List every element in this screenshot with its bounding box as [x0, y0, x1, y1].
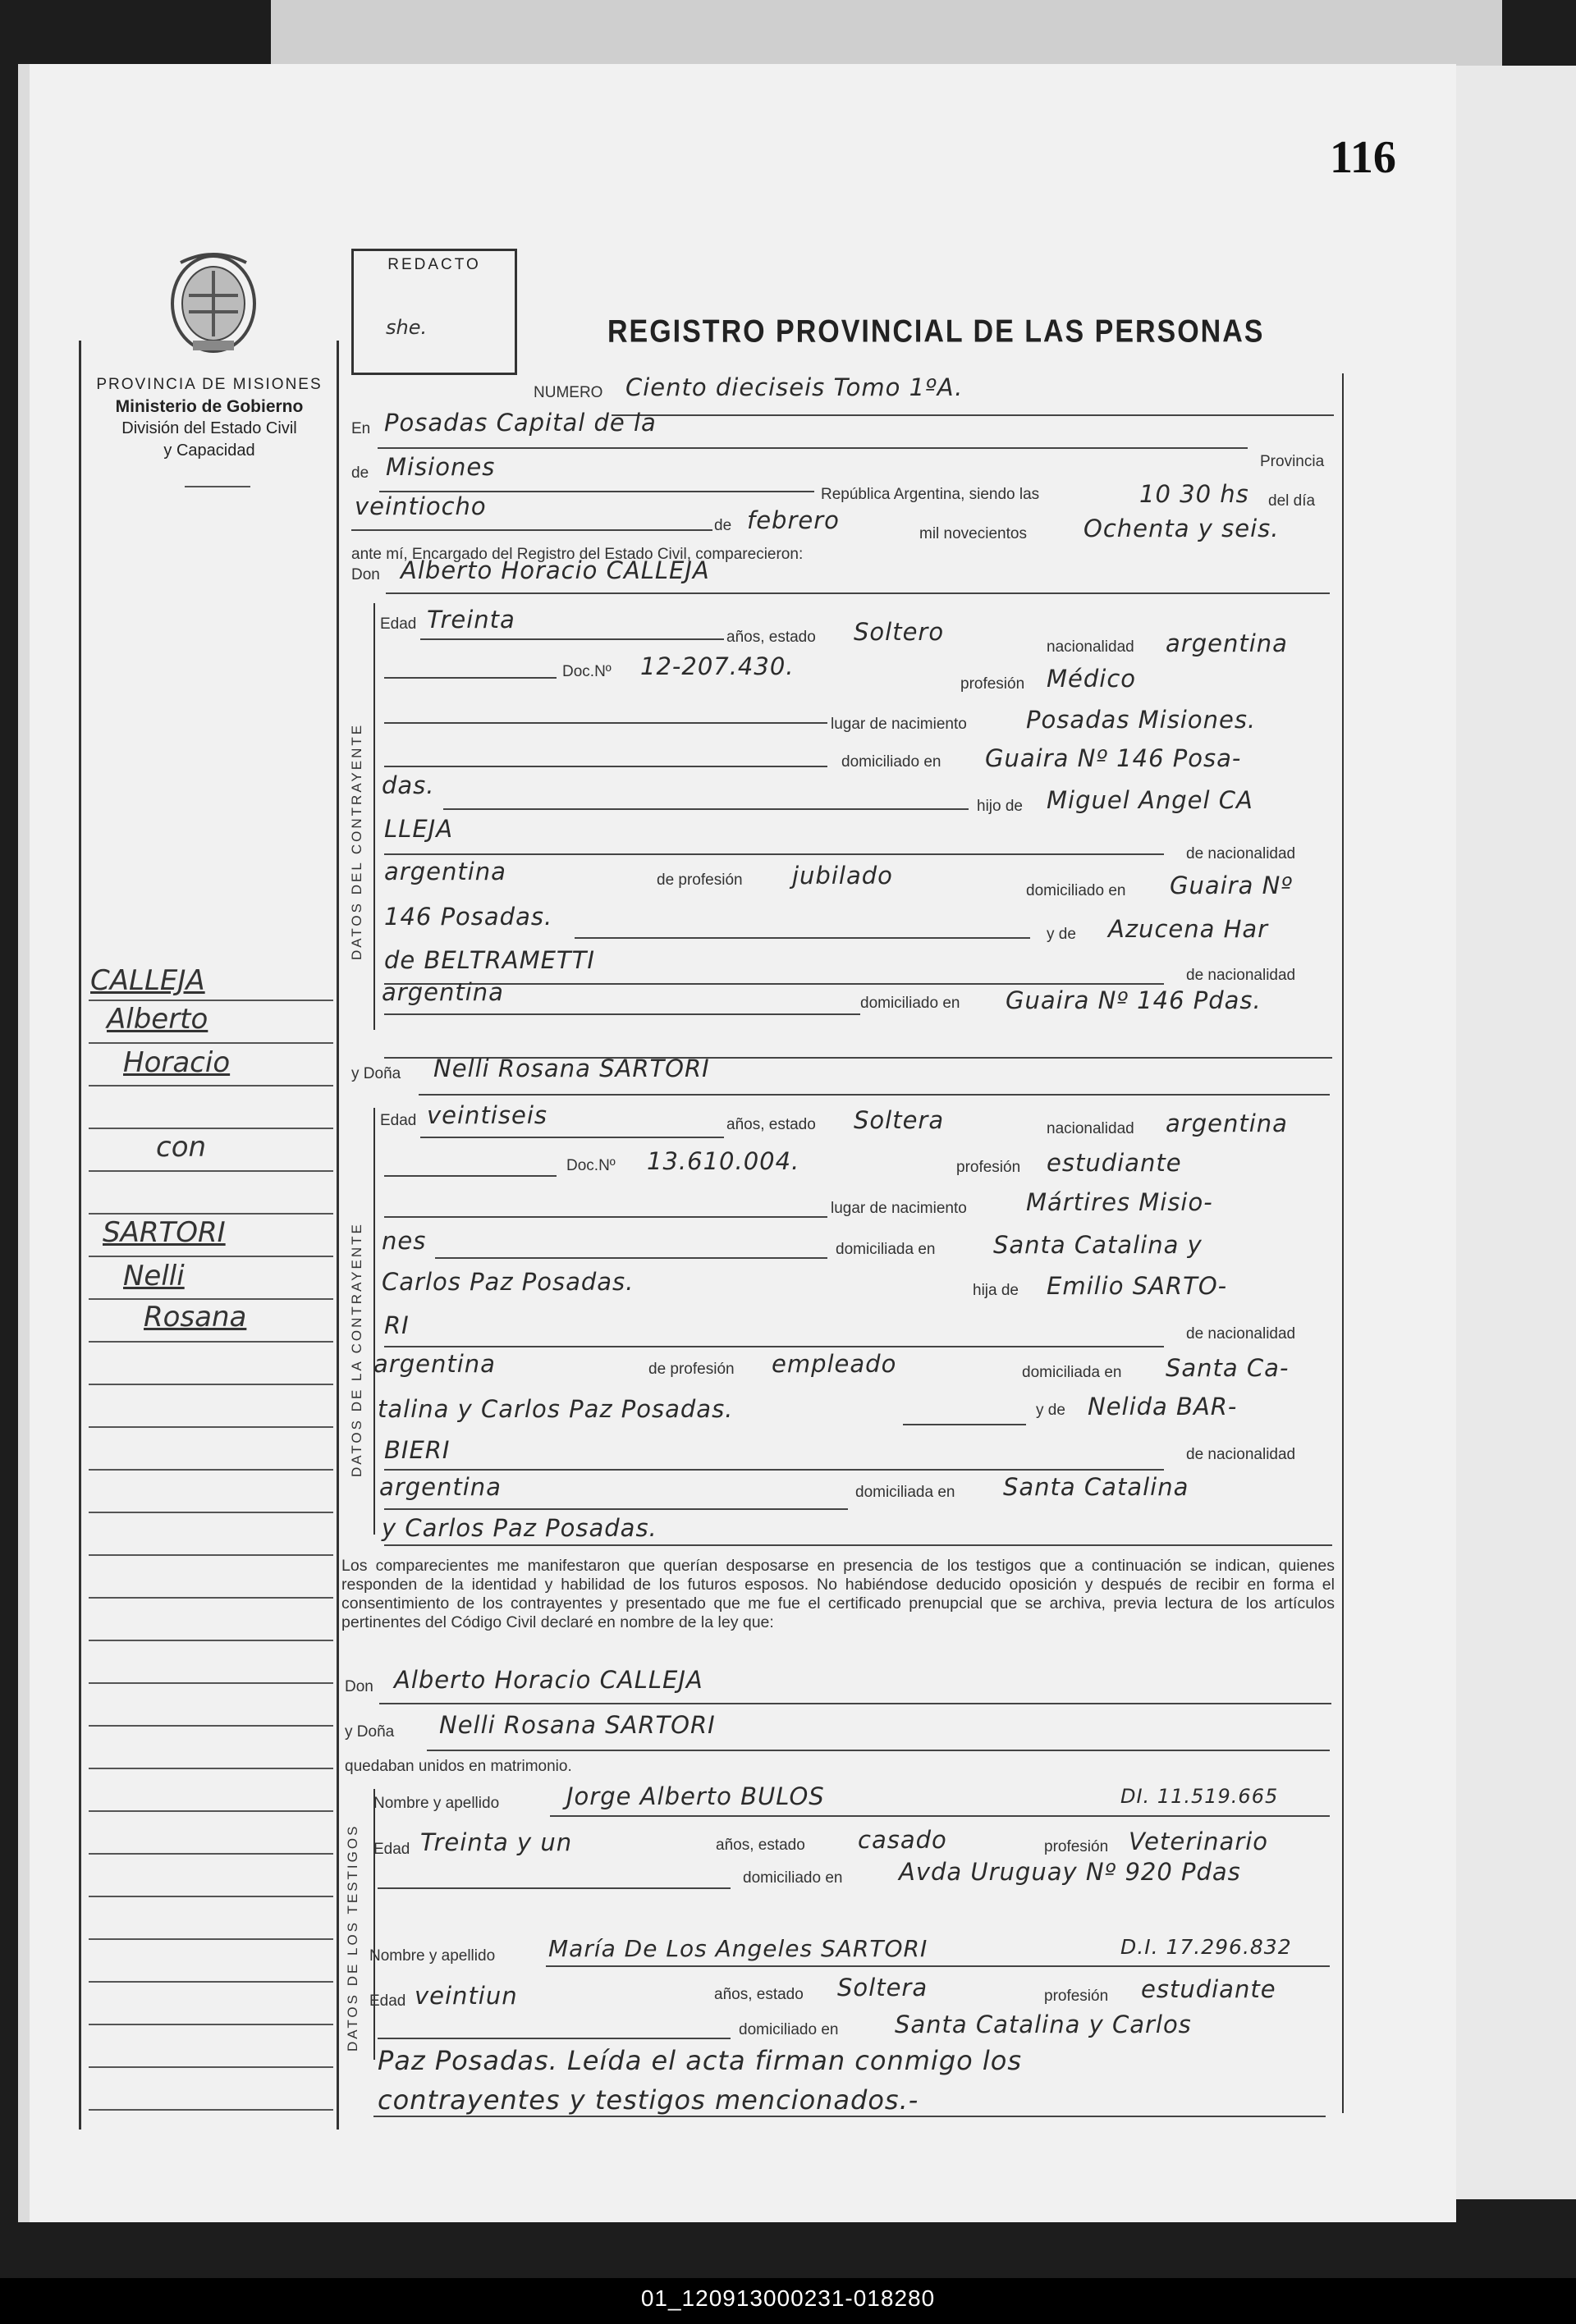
groom-mother-address: Guaira Nº 146 Pdas. [1006, 986, 1262, 1014]
bride-birthplace-1: Mártires Misio- [1026, 1188, 1213, 1216]
margin-line [89, 1469, 333, 1471]
bride-address-2: Carlos Paz Posadas. [382, 1268, 635, 1296]
groom-de-nacionalidad-label: de nacionalidad [1186, 845, 1296, 862]
groom-lugar-label: lugar de nacimiento [831, 716, 967, 733]
redacto-label: REDACTO [387, 256, 481, 273]
groom-name: Alberto Horacio CALLEJA [401, 556, 710, 584]
act-day: veintiocho [355, 492, 487, 520]
bride-age: veintiseis [427, 1101, 547, 1129]
divider [185, 486, 250, 487]
underline [384, 1013, 860, 1015]
margin-line [89, 1810, 333, 1812]
underline [420, 638, 724, 640]
bride-de-nacionalidad-label: de nacionalidad [1186, 1325, 1296, 1343]
bride-father-address-2: talina y Carlos Paz Posadas. [378, 1395, 734, 1423]
groom-father-address-1: Guaira Nº [1170, 872, 1293, 899]
w1-edad-label: Edad [373, 1841, 410, 1858]
underline [903, 1424, 1026, 1425]
bride-father-2: RI [384, 1311, 410, 1339]
act-time: 10 30 hs [1139, 480, 1249, 508]
w1-profesion-label: profesión [1044, 1838, 1109, 1855]
page-number: 116 [1330, 132, 1396, 183]
mil-label: mil novecientos [919, 525, 1027, 542]
groom-birthplace: Posadas Misiones. [1026, 706, 1257, 734]
margin-line [89, 1853, 333, 1855]
left-margin-rule [79, 341, 81, 2130]
w1-nombre-label: Nombre y apellido [373, 1795, 500, 1812]
groom-hijo-label: hijo de [977, 798, 1023, 815]
bride-mother-2: BIERI [384, 1436, 451, 1464]
bride-de-profesion-label: de profesión [648, 1361, 735, 1378]
ante-mi-label: ante mí, Encargado del Registro del Estado Civil, comparecieron: [351, 546, 804, 563]
margin-given-2b: Rosana [144, 1301, 247, 1334]
witness-section-label: DATOS DE LOS TESTIGOS [345, 1823, 360, 2052]
groom-father-nationality: argentina [384, 858, 506, 885]
issuer-ministry: Ministerio de Gobierno [115, 397, 304, 416]
groom-father-2: LLEJA [384, 815, 454, 843]
witness-section-rule [373, 1789, 375, 2060]
w1-di: DI. 11.519.665 [1120, 1785, 1279, 1808]
underline [546, 1965, 1330, 1967]
bride-name: Nelli Rosana SARTORI [433, 1054, 710, 1082]
underline [384, 1216, 827, 1218]
redacto-value: she. [386, 316, 428, 339]
margin-line [89, 1256, 333, 1257]
groom-mother-2: de BELTRAMETTI [384, 946, 595, 974]
issuer-block [78, 373, 341, 462]
groom-anos-label: años, estado [726, 629, 816, 646]
bride-father-nationality: argentina [373, 1350, 496, 1378]
underline [435, 1257, 827, 1259]
act-year: Ochenta y seis. [1084, 515, 1280, 542]
decl-bride: Nelli Rosana SARTORI [439, 1711, 716, 1739]
background-right [1445, 66, 1576, 2199]
underline [384, 853, 1164, 855]
margin-line [89, 2066, 333, 2068]
declaration-text: Los comparecientes me manifestaron que querían desposarse en presencia de los testigos que a continuación se indican, quienes responden de la identidad y habilidad de los futuros esposos. No habiéndose deducido oposición y después de recibir en forma el consentimiento de los contrayentes y presentado que me fue el certificado prenupcial que se archiva, previa lectura de los artículos pertinentes del Código Civil declaré en nombre de la ley que: [341, 1557, 1335, 1631]
underline [575, 937, 1030, 939]
underline [612, 414, 1334, 416]
decl-don-label: Don [345, 1678, 373, 1695]
w1-age: Treinta y un [420, 1828, 573, 1856]
groom-father-1: Miguel Angel CA [1047, 786, 1253, 814]
w2-age: veintiun [415, 1982, 518, 2010]
groom-doc: 12-207.430. [640, 652, 795, 680]
act-number: Ciento dieciseis Tomo 1ºA. [625, 373, 964, 401]
bride-mother-nationality: argentina [379, 1473, 502, 1501]
groom-mother-nationality: argentina [382, 978, 504, 1006]
groom-status: Soltero [854, 618, 945, 646]
margin-given-2a: Nelli [123, 1260, 185, 1292]
groom-domiciliado-label: domiciliado en [841, 753, 941, 771]
w1-name: Jorge Alberto BULOS [566, 1782, 825, 1810]
underline [373, 2116, 1326, 2117]
groom-address-2: das. [382, 771, 435, 799]
w2-domicilio-label: domiciliado en [739, 2021, 839, 2038]
groom-nationality: argentina [1166, 629, 1288, 657]
registry-title: REGISTRO PROVINCIAL DE LAS PERSONAS [607, 313, 1265, 350]
margin-line [89, 1170, 333, 1172]
w1-status: casado [858, 1826, 947, 1854]
underline [550, 1815, 1330, 1817]
bride-mother-address-1: Santa Catalina [1003, 1473, 1189, 1501]
margin-line [89, 1426, 333, 1428]
w2-anos-label: años, estado [714, 1986, 804, 2003]
don-label: Don [351, 566, 380, 583]
de-month-label: de [714, 517, 732, 534]
margin-line [89, 1896, 333, 1897]
underline [386, 592, 1330, 594]
margin-surname-1: CALLEJA [90, 964, 205, 997]
groom-mother-1: Azucena Har [1108, 915, 1269, 943]
margin-line [89, 2024, 333, 2025]
bride-status: Soltera [854, 1106, 945, 1134]
underline [378, 447, 1248, 449]
margin-connector: con [156, 1131, 207, 1164]
bride-profesion-label: profesión [956, 1159, 1021, 1176]
decl-closing: quedaban unidos en matrimonio. [345, 1758, 572, 1775]
w2-di: D.I. 17.296.832 [1120, 1935, 1292, 1959]
margin-line [89, 1554, 333, 1556]
coat-of-arms-icon [164, 246, 263, 357]
groom-age: Treinta [427, 606, 515, 634]
w2-edad-label: Edad [369, 1992, 406, 2010]
bride-doc: 13.610.004. [647, 1147, 800, 1175]
groom-mother-de-nacionalidad-label: de nacionalidad [1186, 967, 1296, 984]
underline [384, 1508, 848, 1510]
w1-profession: Veterinario [1129, 1828, 1269, 1855]
en-label: En [351, 420, 371, 437]
w2-profesion-label: profesión [1044, 1988, 1109, 2005]
margin-line [89, 1682, 333, 1684]
bride-section-label: DATOS DE LA CONTRAYENTE [349, 1222, 364, 1477]
groom-mother-domicilio-label: domiciliado en [860, 995, 960, 1012]
w2-status: Soltera [837, 1974, 928, 2001]
margin-line [89, 1768, 333, 1769]
underline [384, 1469, 1164, 1471]
bride-nationality: argentina [1166, 1109, 1288, 1137]
margin-line [89, 1298, 333, 1300]
groom-father-profession: jubilado [792, 862, 893, 890]
underline [419, 1094, 1330, 1096]
bride-nacionalidad-label: nacionalidad [1047, 1120, 1134, 1137]
bride-mother-1: Nelida BAR- [1088, 1393, 1238, 1420]
margin-surname-2: SARTORI [103, 1216, 226, 1249]
groom-section-rule [373, 603, 375, 1030]
issuer-division: División del Estado Civil [121, 419, 297, 437]
underline [384, 677, 557, 679]
bride-birthplace-2: nes [382, 1227, 427, 1255]
underline [427, 1750, 1330, 1751]
groom-address-1: Guaira Nº 146 Posa- [985, 744, 1242, 772]
margin-line [89, 1981, 333, 1983]
act-province: Misiones [386, 453, 496, 481]
bride-address-1: Santa Catalina y [993, 1231, 1203, 1259]
issuer-province: PROVINCIA DE MISIONES [96, 376, 323, 393]
image-id: 01_120913000231-018280 [640, 2285, 936, 2311]
bride-mother-address-2: y Carlos Paz Posadas. [382, 1514, 657, 1542]
groom-y-de-label: y de [1047, 926, 1076, 943]
bride-mother-de-nacionalidad-label: de nacionalidad [1186, 1446, 1296, 1463]
bride-anos-label: años, estado [726, 1116, 816, 1133]
underline [384, 1175, 557, 1177]
del-dia-label: del día [1268, 492, 1316, 510]
margin-line [89, 1384, 333, 1385]
w2-address: Santa Catalina y Carlos [895, 2011, 1192, 2038]
margin-line [89, 1938, 333, 1940]
w2-nombre-label: Nombre y apellido [369, 1947, 496, 1965]
underline [384, 1544, 1332, 1546]
margin-line [89, 1042, 333, 1044]
bride-lugar-label: lugar de nacimiento [831, 1200, 967, 1217]
provincia-label: Provincia [1260, 453, 1325, 470]
closing-line-2: contrayentes y testigos mencionados.- [378, 2084, 919, 2116]
groom-profession: Médico [1047, 665, 1137, 693]
w2-name: María De Los Angeles SARTORI [548, 1935, 928, 1962]
underline [420, 1137, 724, 1138]
underline [384, 722, 827, 724]
bride-father-profession: empleado [772, 1350, 897, 1378]
page-spine [18, 64, 30, 2222]
underline [379, 1703, 1331, 1704]
w1-anos-label: años, estado [716, 1837, 805, 1854]
de-label: de [351, 464, 369, 482]
bride-edad-label: Edad [380, 1112, 417, 1129]
decl-dona-label: y Doña [345, 1723, 395, 1741]
groom-doc-label: Doc.Nº [562, 663, 612, 680]
bride-father-domicilio-label: domiciliada en [1022, 1364, 1122, 1381]
underline [443, 808, 969, 810]
bride-father-address-1: Santa Ca- [1166, 1354, 1290, 1382]
groom-de-profesion-label: de profesión [657, 872, 743, 889]
margin-line [89, 1725, 333, 1727]
groom-nacionalidad-label: nacionalidad [1047, 638, 1134, 656]
groom-profesion-label: profesión [960, 675, 1025, 693]
bride-doc-label: Doc.Nº [566, 1157, 616, 1174]
margin-line [89, 1512, 333, 1513]
underline [351, 529, 712, 531]
bride-mother-domicilio-label: domiciliada en [855, 1484, 955, 1501]
groom-section-label: DATOS DEL CONTRAYENTE [349, 722, 364, 960]
issuer-division-2: y Capacidad [163, 441, 255, 460]
w2-profession: estudiante [1141, 1975, 1276, 2003]
dona-label: y Doña [351, 1065, 401, 1082]
margin-line [89, 2109, 333, 2111]
right-margin-rule [1342, 373, 1344, 2113]
margin-given-1b: Horacio [123, 1046, 231, 1079]
bride-y-de-label: y de [1036, 1402, 1065, 1419]
bride-profession: estudiante [1047, 1149, 1182, 1177]
bride-hija-label: hija de [973, 1282, 1019, 1299]
republica-label: República Argentina, siendo las [821, 486, 1040, 503]
margin-given-1a: Alberto [107, 1003, 208, 1036]
act-place: Posadas Capital de la [384, 409, 657, 437]
w1-address: Avda Uruguay Nº 920 Pdas [899, 1858, 1241, 1886]
groom-father-address-2: 146 Posadas. [384, 903, 553, 931]
closing-line-1: Paz Posadas. Leída el acta firman conmigo los [378, 2045, 1023, 2076]
margin-line [89, 1128, 333, 1129]
margin-line [89, 1341, 333, 1343]
underline [378, 1887, 731, 1889]
margin-line [89, 1640, 333, 1641]
bride-father-1: Emilio SARTO- [1047, 1272, 1228, 1300]
groom-edad-label: Edad [380, 615, 417, 633]
groom-father-domicilio-label: domiciliado en [1026, 882, 1126, 899]
underline [378, 2038, 731, 2039]
w1-domicilio-label: domiciliado en [743, 1869, 843, 1887]
bride-domiciliada-label: domiciliada en [836, 1241, 936, 1258]
act-month: febrero [747, 506, 840, 534]
margin-line [89, 1000, 333, 1001]
margin-line [89, 1085, 333, 1087]
margin-line [89, 1213, 333, 1215]
margin-line [89, 1597, 333, 1599]
decl-groom: Alberto Horacio CALLEJA [394, 1666, 703, 1694]
background-top [271, 0, 1502, 66]
numero-label: NUMERO [534, 384, 603, 401]
underline [384, 766, 827, 767]
underline [384, 1346, 1164, 1347]
